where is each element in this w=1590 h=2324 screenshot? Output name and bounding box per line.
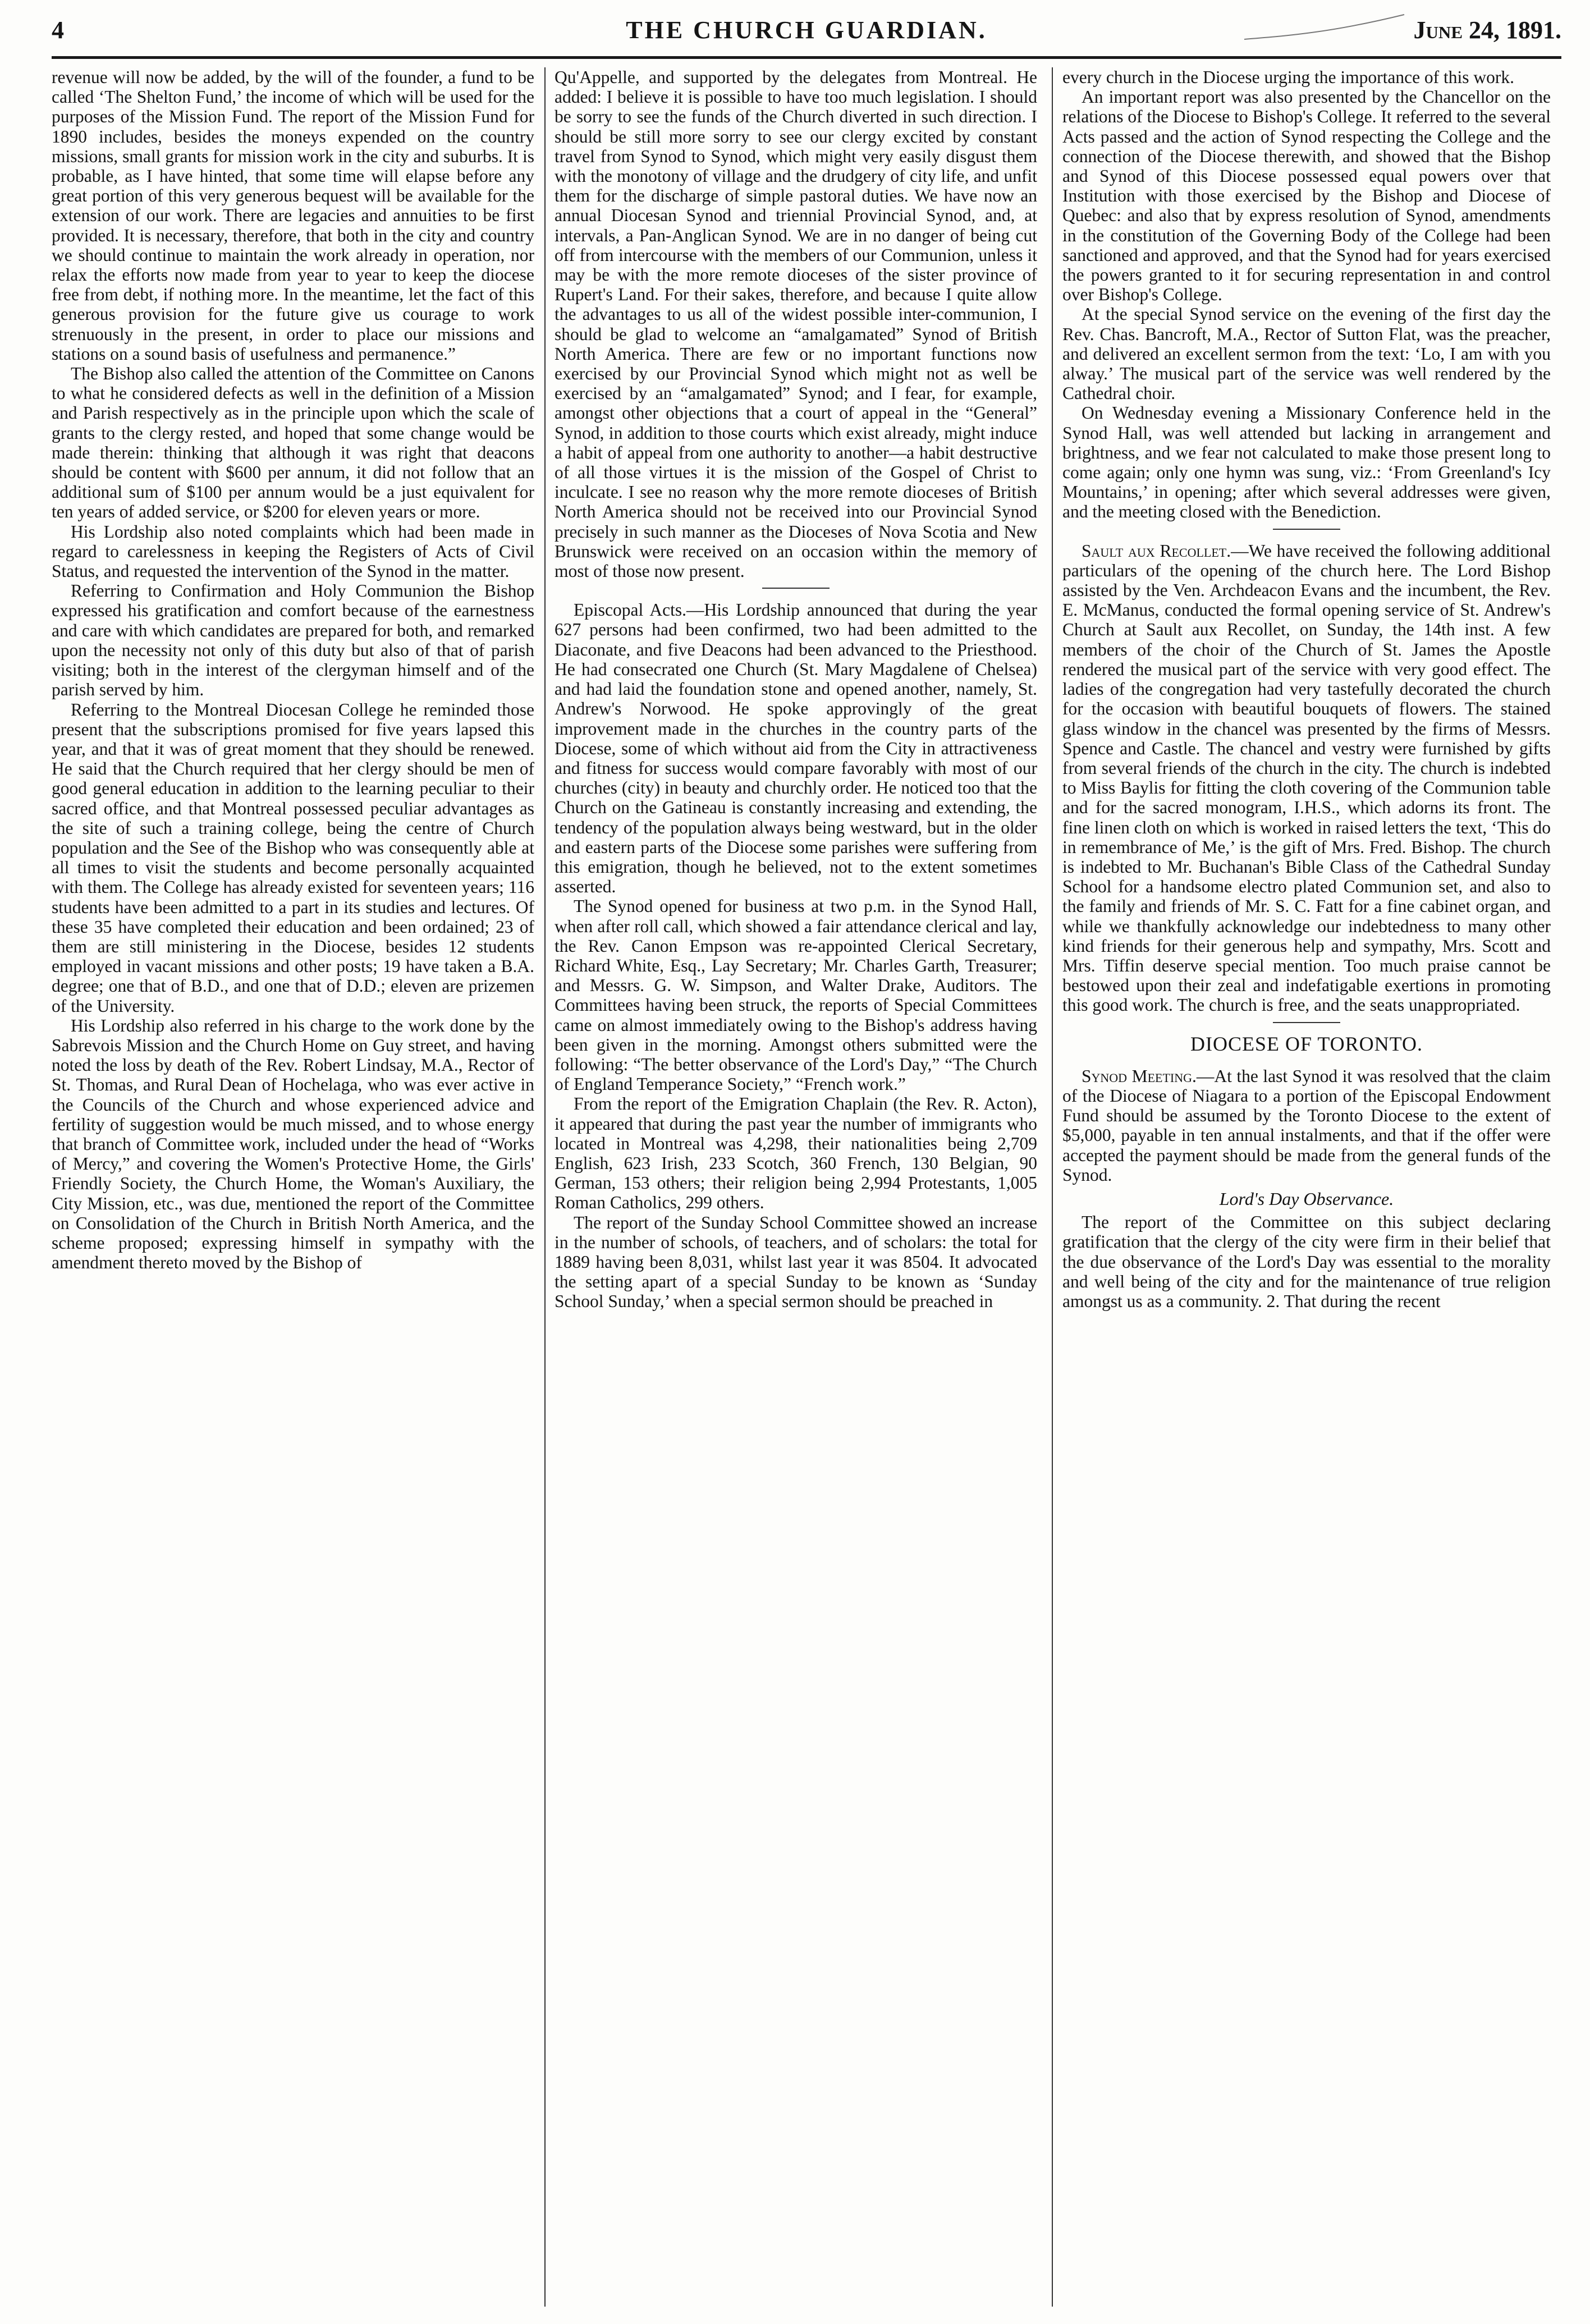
paragraph: Qu'Appelle, and supported by the delegates from Montreal. He added: I believe it is possible to have too much legislation. I should be sorry to see the funds of the Church diverted in such direction. I should be still more sorry to see our clergy excited by constant travel from Synod to Synod, which might very easily disgust them with the monotony of village and the drudgery of city life, and unfit them for the discharge of simple pastoral duties. We have now an annual Diocesan Synod and triennial Provincial Synod, and, at intervals, a Pan-Anglican Synod. We are in no danger of being cut off from intercourse with the members of our Communion, unless it may be with the more remote dioceses of the sister province of Rupert's Land. For their sakes, therefore, and because I quite allow the advantages to us all of the widest possible inter-communion, I should be glad to welcome an “amalgamated” Synod of British North America. There are few or no important functions now exercised by our Provincial Synod which might not as well be exercised by an “amalgamated” Synod; and I fear, for example, amongst other objections that a court of appeal in the “General” Synod, in addition to those courts which exist already, might induce a habit of appeal from one authority to another—a habit destructive of all those virtues it is the mission of the Gospel of Christ to inculcate. I see no reason why the more remote dioceses of British North America should not be received into our Provincial Synod precisely in such manner as the Dioceses of Nova Scotia and New Brunswick were received on an occasion within the memory of most of those now present. xyxy=(555,67,1037,581)
column-divider xyxy=(1052,67,1053,2307)
article-body: —We have received the following additional particulars of the opening of the church here. The Lord Bishop assisted by the Ven. Archdeacon Evans and the incumbent, the Rev. E. McManus, conducted the formal opening service of St. Andrew's Church at Sault aux Recollet, on Sunday, the 14th inst. A few members of the choir of the Church of St. James the Apostle rendered the musical part of the service with very good effect. The ladies of the congregation had very tastefully decorated the church for the occasion with beautiful bouquets of flowers. The stained glass window in the chancel was presented by the firms of Messrs. Spence and Castle. The chancel and vestry were furnished by gifts from several friends of the church in the city. The church is indebted to Miss Baylis for fitting the cloth covering of the Communion table and for the sacred monogram, I.H.S., which adorns its front. The fine linen cloth on which is worked in raised letters the text, ‘This do in remembrance of Me,’ is the gift of Mrs. Fred. Bishop. The church is indebted to Mr. Buchanan's Bible Class of the Cathedral Sunday School for a handsome electro plated Communion set, and also to the family and friends of Mr. S. C. Fatt for a fine cabinet organ, and while we thankfully acknowledge our indebtedness to many other kind friends for their generous help and sympathy, Mrs. Scott and Mrs. Tiffin deserve special mention. Too much praise cannot be bestowed upon their zeal and indefatigable exertions in promoting this good work. The church is free, and the seats unappropriated. xyxy=(1062,540,1551,1015)
page-number: 4 xyxy=(52,16,64,44)
column-2 xyxy=(555,67,1037,2307)
column-3 xyxy=(1062,67,1551,2307)
newspaper-title: THE CHURCH GUARDIAN. xyxy=(626,16,987,44)
paragraph: Referring to Confirmation and Holy Communion the Bishop expressed his gratification and comfort because of the earnestness and care with which candidates are prepared for both, and remarked upon the necessity not only of this duty but also of that of parish visiting; both in the interest of the clergyman himself and of the parish served by him. xyxy=(52,581,534,700)
article-synod-meeting xyxy=(1062,1066,1551,1185)
paragraph: On Wednesday evening a Missionary Conference held in the Synod Hall, was well attended but lacking in arrangement and brightness, and we fear not calculated to make those present long to come again; only one hymn was sung, viz.: ‘From Greenland's Icy Mountains,’ in opening; after which several addresses were given, and the meeting closed with the Benediction. xyxy=(1062,403,1551,522)
section-separator xyxy=(1273,529,1340,530)
paragraph: every church in the Diocese urging the importance of this work. xyxy=(1062,67,1515,87)
article-lead: Sault aux Recollet. xyxy=(1082,540,1231,561)
section-separator xyxy=(1273,1022,1340,1023)
pen-mark-icon xyxy=(1241,11,1410,45)
paragraph: The report of the Committee on this subject declaring gratification that the clergy of the city were firm in their belief that the due observance of the Lord's Day was essential to the morality and well being of the city and for the maintenance of true religion amongst us as a community. 2. That during the recent xyxy=(1062,1212,1551,1311)
article-sault-aux-recollet xyxy=(1062,541,1551,1015)
paragraph: At the special Synod service on the evening of the first day the Rev. Chas. Bancroft, M.A., Rector of Sutton Flat, was the preacher, and delivered an excellent sermon from the text: ‘Lo, I am with you alway.’ The musical part of the service was well rendered by the Cathedral choir. xyxy=(1062,304,1551,404)
subheading: Lord's Day Observance. xyxy=(1219,1188,1394,1209)
column-1 xyxy=(52,67,534,2307)
paragraph: revenue will now be added, by the will of the founder, a fund to be called ‘The Shelton Fund,’ the income of which will be used for the purposes of the Mission Fund. The report of the Mission Fund for 1890 includes, besides the moneys expended on the country missions, small grants for mission work in the city and suburbs. It is probable, as I have hinted, that some time will elapse before any great portion of this very generous bequest will be available for the extension of our work. There are legacies and annuities to be first provided. It is necessary, therefore, that both in the city and country we should continue to maintain the work already in operation, nor relax the efforts now made from year to year to keep the diocese free from debt, if nothing more. In the meantime, let the fact of this generous provision for the future give us courage to work strenuously in the present, in order to place our missions and stations on a sound basis of usefulness and permanence.” xyxy=(52,67,534,364)
article-body: —At the last Synod it was resolved that the claim of the Diocese of Niagara to a portion of the Episcopal Endowment Fund should be assumed by the Toronto Diocese to the extent of $5,000, payable in ten annual instalments, and that if the offer were accepted the payment should be made from the general funds of the Synod. xyxy=(1062,1066,1551,1185)
paragraph: His Lordship also referred in his charge to the work done by the Sabrevois Mission and the Church Home on Guy street, and having noted the loss by death of the Rev. Robert Lindsay, M.A., Rector of St. Thomas, and Rural Dean of Hochelaga, who was ever active in the Councils of the Church and whose experienced advice and fertility of suggestion would be much missed, and to whose energy that branch of Committee work, included under the head of “Works of Mercy,” and covering the Women's Protective Home, the Girls' Friendly Society, the Church Home, the Woman's Auxiliary, the City Mission, etc., was due, mentioned the report of the Committee on Consolidation of the Church in British North America, and the scheme proposed; expressing himself in sympathy with the amendment thereto moved by the Bishop of xyxy=(52,1015,534,1273)
paragraph: The Synod opened for business at two p.m. in the Synod Hall, when after roll call, which showed a fair attendance clerical and lay, the Rev. Canon Empson was re-appointed Clerical Secretary, Richard White, Esq., Lay Secretary; Mr. Charles Garth, Treasurer; and Messrs. G. W. Simpson, and Walter Drake, Auditors. The Committees having been struck, the reports of Special Committees came on almost immediately owing to the Bishop's address having been given in the morning. Amongst others submitted were the following: “The better observance of the Lord's Day,” “The Church of England Temperance Society,” “French work.” xyxy=(555,896,1037,1094)
paragraph: Episcopal Acts.—His Lordship announced that during the year 627 persons had been confirmed, two had been admitted to the Diaconate, and five Deacons had been advanced to the Priesthood. He had consecrated one Church (St. Mary Magdalene of Chelsea) and had laid the foundation stone and opened another, namely, St. Andrew's Norwood. He spoke approvingly of the great improvement made in the churches in the country parts of the Diocese, some of which without aid from the City in attractiveness and fitness for success would compare favorably with most of our churches (city) in beauty and churchly order. He noticed too that the Church on the Gatineau is constantly increasing and extending, the tendency of the population always being westward, but in the older and eastern parts of the Diocese some parishes were suffering from this emigration, though he believed, not to the extent sometimes asserted. xyxy=(555,600,1037,897)
section-separator xyxy=(762,588,830,589)
column-divider xyxy=(544,67,546,2307)
paragraph: His Lordship also noted complaints which had been made in regard to carelessness in keeping the Registers of Acts of Civil Status, and requested the intervention of the Synod in the matter. xyxy=(52,521,534,581)
paragraph: An important report was also presented by the Chancellor on the relations of the Diocese to Bishop's College. It referred to the several Acts passed and the action of Synod respecting the College and the connection of the Diocese therewith, and showed that the Bishop and Synod of this Diocese possessed equal powers over that Institution with those exercised by the Bishop and Diocese of Quebec: and also that by express resolution of Synod, amendments in the constitution of the Governing Body of the College had been sanctioned and approved, and that the Synod had for years exercised the powers granted to it for securing representation in and control over Bishop's College. xyxy=(1062,87,1551,305)
masthead xyxy=(52,16,1561,59)
section-heading: DIOCESE OF TORONTO. xyxy=(1190,1032,1423,1055)
paragraph: The Bishop also called the attention of the Committee on Canons to what he considered defects as well in the definition of a Mission and Parish respectively as in the principle upon which the scale of grants to the clergy rested, and hoped that some change would be made therein: thinking that although it was right that deacons should be content with $600 per annum, it did not follow that an additional sum of $100 per annum would be a just equivalent for ten years of added service, or $200 for eleven years or more. xyxy=(52,364,534,522)
article-lead: Synod Meeting. xyxy=(1082,1066,1197,1086)
paragraph: The report of the Sunday School Committee showed an increase in the number of schools, of teachers, and of scholars: the total for 1889 having been 8,031, whilst last year it was 8504. It advocated the setting apart of a special Sunday to be known as ‘Sunday School Sunday,’ when a special sermon should be preached in xyxy=(555,1212,1037,1312)
issue-date: June 24, 1891. xyxy=(1413,16,1561,44)
paragraph: From the report of the Emigration Chaplain (the Rev. R. Acton), it appeared that during the past year the number of immigrants who located in Montreal was 4,298, their nationalities being 2,709 English, 623 Irish, 233 Scotch, 360 French, 130 Belgian, 90 German, 153 others; their religion being 2,994 Protestants, 1,005 Roman Catholics, 299 others. xyxy=(555,1094,1037,1213)
paragraph: Referring to the Montreal Diocesan College he reminded those present that the subscriptions promised for five years lapsed this year, and that it was of great moment that they should be renewed. He said that the Church required that her clergy should be men of good general education in addition to the learning peculiar to their sacred office, and that Montreal possessed peculiar advantages as the site of such a training college, being the centre of Church population and the See of the Bishop who was consequently able at all times to visit the students and become personally acquainted with them. The College has already existed for seventeen years; 116 students have been admitted to a part in its studies and lectures. Of these 35 have completed their education and been ordained; 23 of them are still ministering in the Diocese, besides 12 students employed in vacant missions and other posts; 19 have taken a B.A. degree; one that of B.D., and one that of D.D.; eleven are prizemen of the University. xyxy=(52,699,534,1016)
